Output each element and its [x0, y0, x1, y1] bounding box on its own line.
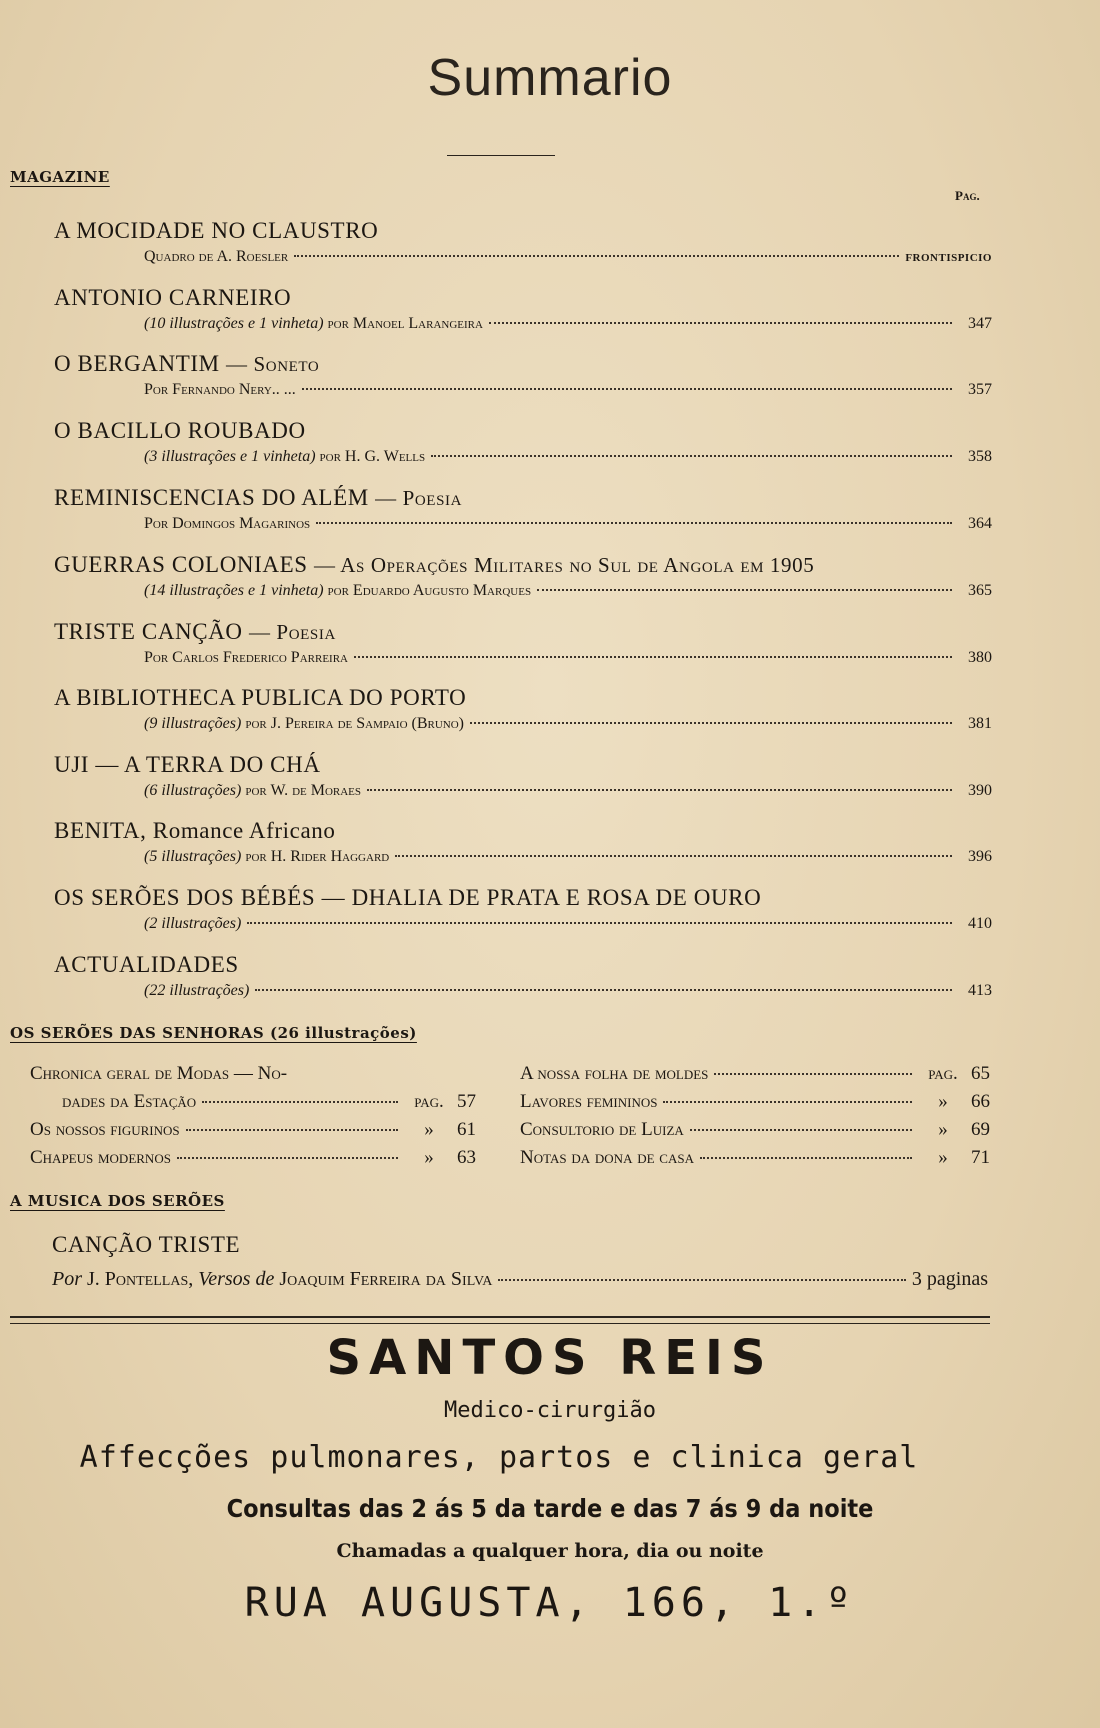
entry-page: 357 [968, 381, 992, 398]
title-rule [447, 155, 555, 156]
senhoras-item-page: 61 [457, 1119, 476, 1140]
toc-entry [54, 552, 992, 606]
senhoras-item [30, 1147, 476, 1169]
senhoras-item [62, 1091, 476, 1113]
entry-author: por W. de Moraes [245, 782, 362, 799]
entry-title-text: ANTONIO CARNEIRO [54, 285, 292, 310]
dot-leader [395, 855, 952, 857]
toc-entry [54, 752, 992, 806]
entry-page: 410 [968, 915, 992, 932]
entry-page: 380 [968, 649, 992, 666]
toc-entry-line [54, 248, 992, 272]
senhoras-item-page: 65 [971, 1063, 990, 1084]
entry-description: (14 illustrações e 1 vinheta) [144, 582, 324, 599]
toc-entry [54, 418, 992, 472]
dot-leader [302, 388, 952, 390]
senhoras-item-label: Consultorio de Luiza [520, 1119, 684, 1140]
ad-hours: Consultas das 2 ás 5 da tarde e das 7 ás 9 da noite [226, 1494, 874, 1523]
senhoras-item [520, 1091, 990, 1113]
dot-leader [714, 1073, 912, 1075]
dot-leader [431, 455, 952, 457]
toc-entry-title [54, 418, 992, 448]
toc-entry-title [54, 818, 992, 848]
toc-entry-line [54, 515, 992, 539]
musica-versos: Versos de [198, 1268, 275, 1290]
senhoras-item [520, 1147, 990, 1169]
double-rule-divider [10, 1316, 990, 1324]
ad-name: SANTOS REIS [326, 1330, 774, 1386]
toc-entry [54, 285, 992, 339]
dot-leader [202, 1101, 398, 1103]
entry-title-text: REMINISCENCIAS DO ALÉM [54, 485, 369, 510]
ad-subtitle: Medico-cirurgião [444, 1398, 656, 1423]
entry-page: 364 [968, 515, 992, 532]
dot-leader [537, 589, 952, 591]
entry-author: por H. G. Wells [319, 448, 426, 465]
entry-description: (2 illustrações) [144, 915, 242, 932]
toc-entry [54, 685, 992, 739]
dot-leader [663, 1101, 912, 1103]
senhoras-item-label: Notas da dona de casa [520, 1147, 694, 1168]
entry-author: Quadro de A. Roesler [144, 248, 289, 265]
toc-entry-line [54, 582, 992, 606]
dot-leader [247, 922, 952, 924]
senhoras-item-prefix: pag. [414, 1091, 444, 1112]
dot-leader [177, 1157, 398, 1159]
entry-subtitle: — Poesia [375, 486, 463, 510]
entry-title-text: O BACILLO ROUBADO [54, 418, 306, 443]
toc-entry [54, 619, 992, 673]
dot-leader [690, 1129, 912, 1131]
toc-entry [54, 885, 992, 939]
dot-leader [470, 722, 952, 724]
senhoras-item-label: Os nossos figurinos [30, 1119, 180, 1140]
senhoras-item-page: 69 [971, 1119, 990, 1140]
senhoras-item [520, 1119, 990, 1141]
entry-author: Por Fernando Nery.. ... [144, 381, 296, 398]
senhoras-item-prefix: » [938, 1091, 948, 1112]
senhoras-item [30, 1063, 476, 1085]
senhoras-item-label: Chapeus modernos [30, 1147, 171, 1168]
entry-title-text: UJI — A TERRA DO CHÁ [54, 752, 321, 777]
senhoras-item-label: A nossa folha de moldes [520, 1063, 709, 1084]
musica-author: J. Pontellas, [87, 1268, 194, 1290]
ad-address: RUA AUGUSTA, 166, 1.º [244, 1580, 856, 1626]
toc-entry [54, 952, 992, 1006]
toc-entry-line [54, 982, 992, 1006]
senhoras-item-label: dades da Estação [62, 1091, 197, 1112]
toc-entry-line [54, 448, 992, 472]
entry-description: (5 illustrações) [144, 848, 242, 865]
musica-por: Por [52, 1268, 82, 1290]
dot-leader [354, 656, 952, 658]
toc-entry [54, 218, 992, 272]
toc-entry-line [54, 315, 992, 339]
dot-leader [489, 322, 952, 324]
toc-entry-line [54, 381, 992, 405]
entry-description: (10 illustrações e 1 vinheta) [144, 315, 324, 332]
musica-credit-line [52, 1268, 988, 1291]
ad-specialties: Affecções pulmonares, partos e clinica geral [79, 1440, 919, 1475]
entry-title-text: O BERGANTIM [54, 351, 220, 376]
dot-leader [186, 1129, 398, 1131]
toc-entry-title [54, 619, 992, 649]
entry-description: (3 illustrações e 1 vinheta) [144, 448, 316, 465]
senhoras-item-label: Lavores femininos [520, 1091, 658, 1112]
entry-title-text: BENITA, Romance Africano [54, 818, 336, 843]
toc-entry-title [54, 952, 992, 982]
senhoras-item-label: Chronica geral de Modas — No- [30, 1063, 288, 1084]
entry-description: (6 illustrações) [144, 782, 242, 799]
entry-page: 396 [968, 848, 992, 865]
senhoras-item-prefix: » [424, 1147, 434, 1168]
section-musica: A MUSICA DOS SERÕES [10, 1192, 225, 1210]
entry-description: (9 illustrações) [144, 715, 242, 732]
entry-page: 347 [968, 315, 992, 332]
toc-entry [54, 351, 992, 405]
entry-author: Por Carlos Frederico Parreira [144, 649, 348, 666]
senhoras-item-page: 66 [971, 1091, 990, 1112]
toc-entry-title [54, 552, 992, 582]
senhoras-item [30, 1119, 476, 1141]
entry-title-text: A BIBLIOTHECA PUBLICA DO PORTO [54, 685, 467, 710]
dot-leader [700, 1157, 912, 1159]
senhoras-item-page: 57 [457, 1091, 476, 1112]
dot-leader [367, 789, 952, 791]
dot-leader [498, 1279, 906, 1281]
toc-entry-line [54, 848, 992, 872]
toc-entry-title [54, 351, 992, 381]
entry-page: 358 [968, 448, 992, 465]
section-senhoras: OS SERÕES DAS SENHORAS (26 illustrações) [10, 1024, 417, 1042]
toc-entry-title [54, 285, 992, 315]
entry-title-text: GUERRAS COLONIAES [54, 552, 308, 577]
entry-description: (22 illustrações) [144, 982, 250, 999]
entry-title-text: ACTUALIDADES [54, 952, 239, 977]
entry-title-text: TRISTE CANÇÃO [54, 619, 243, 644]
entry-page: FRONTISPICIO [905, 252, 992, 264]
entry-page: 381 [968, 715, 992, 732]
entry-page: 390 [968, 782, 992, 799]
ad-calls: Chamadas a qualquer hora, dia ou noite [336, 1540, 764, 1562]
section-magazine: MAGAZINE [10, 168, 110, 186]
toc-entry-line [54, 649, 992, 673]
entry-title-text: A MOCIDADE NO CLAUSTRO [54, 218, 379, 243]
dot-leader [294, 255, 899, 257]
toc-entry-title [54, 752, 992, 782]
entry-subtitle: — Poesia [248, 620, 336, 644]
toc-entry [54, 818, 992, 872]
entry-author: por J. Pereira de Sampaio (Bruno) [245, 715, 465, 732]
entry-author: por Manoel Larangeira [327, 315, 483, 332]
dot-leader [255, 989, 952, 991]
senhoras-item [520, 1063, 990, 1085]
toc-entry-line [54, 715, 992, 739]
toc-entry-line [54, 915, 992, 939]
entry-title-text: OS SERÕES DOS BÉBÉS — DHALIA DE PRATA E ROSA DE OURO [54, 885, 762, 910]
senhoras-item-prefix: » [424, 1119, 434, 1140]
entry-author: por H. Rider Haggard [245, 848, 390, 865]
senhoras-item-page: 71 [971, 1147, 990, 1168]
musica-title: CANÇÃO TRISTE [52, 1232, 241, 1257]
entry-page: 413 [968, 982, 992, 999]
senhoras-item-prefix: pag. [928, 1063, 958, 1084]
senhoras-item-page: 63 [457, 1147, 476, 1168]
entry-author: Por Domingos Magarinos [144, 515, 311, 532]
toc-entry-title [54, 218, 992, 248]
senhoras-item-prefix: » [938, 1147, 948, 1168]
dot-leader [316, 522, 952, 524]
entry-page: 365 [968, 582, 992, 599]
toc-entry-title [54, 885, 992, 915]
toc-entry [54, 485, 992, 539]
page-title: Summario [427, 49, 673, 107]
entry-subtitle: — Soneto [226, 352, 320, 376]
pag-header: Pag. [955, 188, 980, 203]
toc-entry-line [54, 782, 992, 806]
senhoras-item-prefix: » [938, 1119, 948, 1140]
entry-subtitle: — As Operações Militares no Sul de Angola em 1905 [314, 553, 815, 577]
musica-poet: Joaquim Ferreira da Silva [279, 1268, 493, 1290]
entry-author: por Eduardo Augusto Marques [327, 582, 532, 599]
toc-entry-title [54, 685, 992, 715]
toc-entry-title [54, 485, 992, 515]
musica-pages: 3 paginas [911, 1268, 988, 1290]
